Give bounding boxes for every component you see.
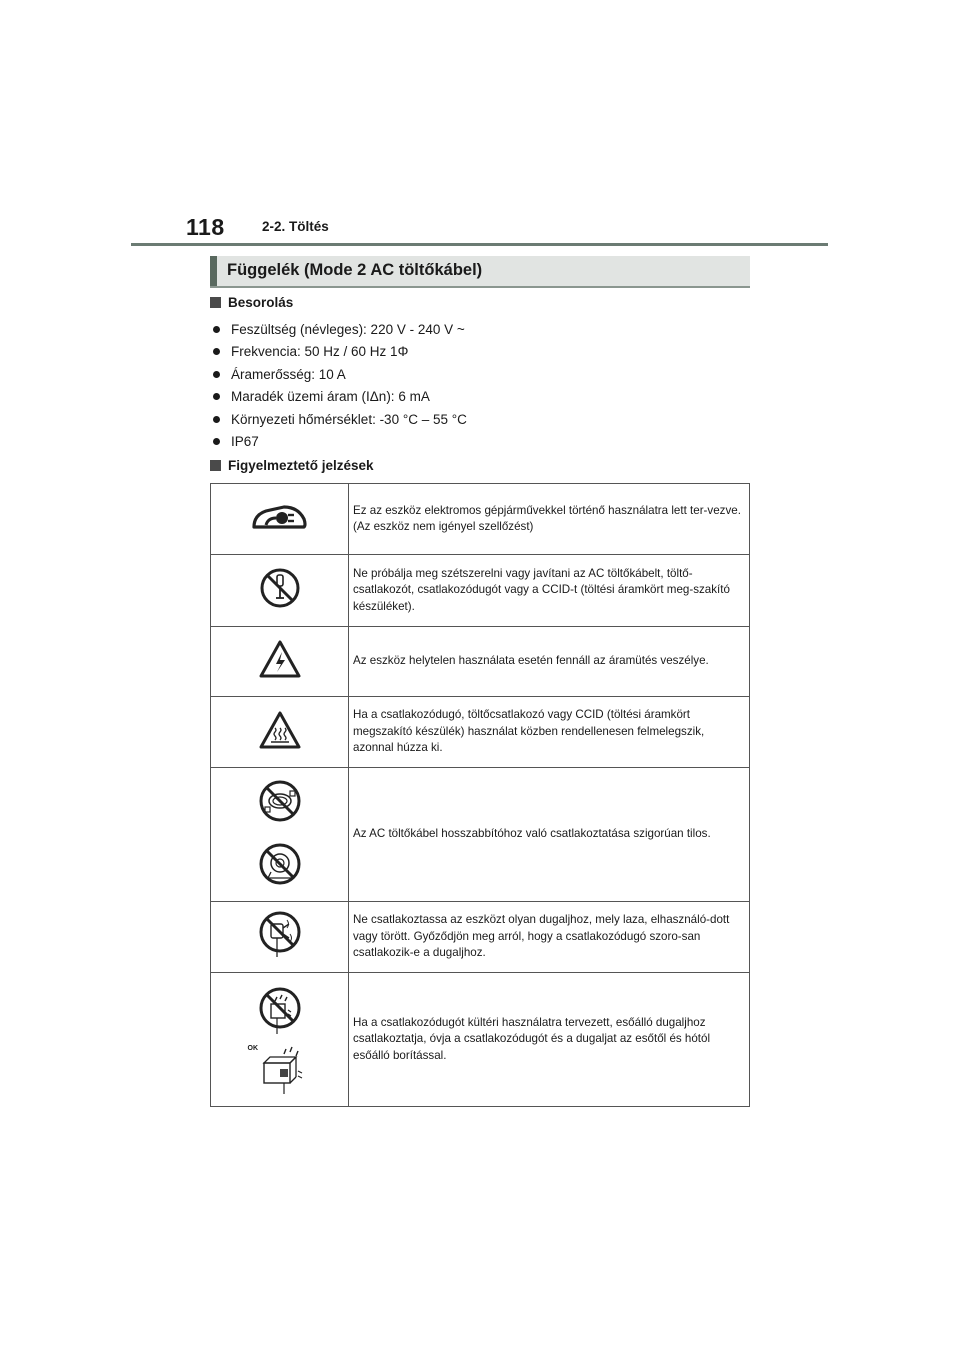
chapter-title: 2-2. Töltés (262, 219, 329, 234)
list-item-text: Maradék üzemi áram (IΔn): 6 mA (231, 389, 430, 405)
warning-text: Ha a csatlakozódugót kültéri használatra tervezett, esőálló dugaljhoz csatlakoztatja, óvja a csatlakozódugót és a dugaljat az esőtől és hótól esőálló borítással. (349, 973, 750, 1107)
warning-text: Ha a csatlakozódugó, töltőcsatlakozó vagy CCID (töltési áramkört megszakító készülék) használat közben rendellenesen felmelegszik, azonnal húzza ki. (349, 697, 750, 768)
section-title-bar (210, 256, 217, 286)
square-bullet-icon (210, 460, 221, 471)
list-item (212, 431, 467, 454)
no-cable-reel-icon (258, 842, 302, 886)
table-row (211, 484, 750, 555)
icon-cell (211, 627, 349, 697)
bullet-dot-icon (213, 371, 220, 378)
list-item-text: Frekvencia: 50 Hz / 60 Hz 1Φ (231, 344, 409, 360)
classification-heading-text: Besorolás (228, 295, 294, 310)
icon-cell (211, 902, 349, 973)
icon-cell (211, 555, 349, 627)
list-item-text: Áramerősség: 10 A (231, 366, 346, 382)
warning-text: Ez az eszköz elektromos gépjárművekkel történő használatra lett ter-vezve. (Az eszköz nem igényel szellőzést) (349, 484, 750, 555)
icon-cell (211, 768, 349, 902)
no-disassembly-icon (259, 567, 301, 609)
section-title-text: Függelék (Mode 2 AC töltőkábel) (227, 261, 483, 279)
list-item (212, 341, 467, 364)
square-bullet-icon (210, 297, 221, 308)
bullet-dot-icon (213, 416, 220, 423)
no-extension-cord-icon (258, 779, 302, 823)
table-row (211, 902, 750, 973)
header-rule (131, 243, 828, 246)
table-row (211, 973, 750, 1107)
icon-cell (211, 484, 349, 555)
hot-surface-warning-icon (258, 710, 302, 750)
no-rain-exposed-socket-icon (255, 984, 305, 1036)
list-item (212, 363, 467, 386)
list-item (212, 386, 467, 409)
electric-vehicle-icon (250, 501, 310, 533)
table-row (211, 768, 750, 902)
table-row (211, 627, 750, 697)
electric-shock-warning-icon (258, 639, 302, 679)
classification-list (212, 318, 467, 453)
list-item-text: Környezeti hőmérséklet: -30 °C – 55 °C (231, 411, 467, 427)
warning-text: Az eszköz helytelen használata esetén fennáll az áramütés veszélye. (349, 627, 750, 697)
ok-label: OK (247, 1045, 258, 1052)
warning-text: Ne csatlakoztassa az eszközt olyan dugaljhoz, mely laza, elhasználó-dott vagy törött. Győződjön meg arról, hogy a csatlakozódugó szoro-san csatlakozik-e a dugaljhoz. (349, 902, 750, 973)
bullet-dot-icon (213, 326, 220, 333)
classification-heading (210, 295, 293, 310)
list-item (212, 408, 467, 431)
rain-protected-socket-icon (258, 1043, 310, 1095)
list-item-text: IP67 (231, 434, 259, 450)
warnings-heading-text: Figyelmeztető jelzések (228, 458, 374, 473)
warning-text: Az AC töltőkábel hosszabbítóhoz való csatlakoztatása szigorúan tilos. (349, 768, 750, 902)
list-item-text: Feszültség (névleges): 220 V - 240 V ~ (231, 321, 465, 337)
section-title (210, 256, 750, 288)
icon-cell (211, 973, 349, 1107)
icon-cell (211, 697, 349, 768)
bullet-dot-icon (213, 348, 220, 355)
warning-signs-table (210, 483, 750, 1107)
page-number: 118 (186, 214, 225, 240)
warning-text: Ne próbálja meg szétszerelni vagy javítani az AC töltőkábelt, töltő-csatlakozót, csatlakozódugót vagy a CCID-t (töltési áramkört meg-szakító készüléket). (349, 555, 750, 627)
warnings-heading (210, 458, 374, 473)
table-row (211, 697, 750, 768)
bullet-dot-icon (213, 438, 220, 445)
table-row (211, 555, 750, 627)
bullet-dot-icon (213, 393, 220, 400)
list-item (212, 318, 467, 341)
no-loose-socket-icon (257, 910, 303, 960)
